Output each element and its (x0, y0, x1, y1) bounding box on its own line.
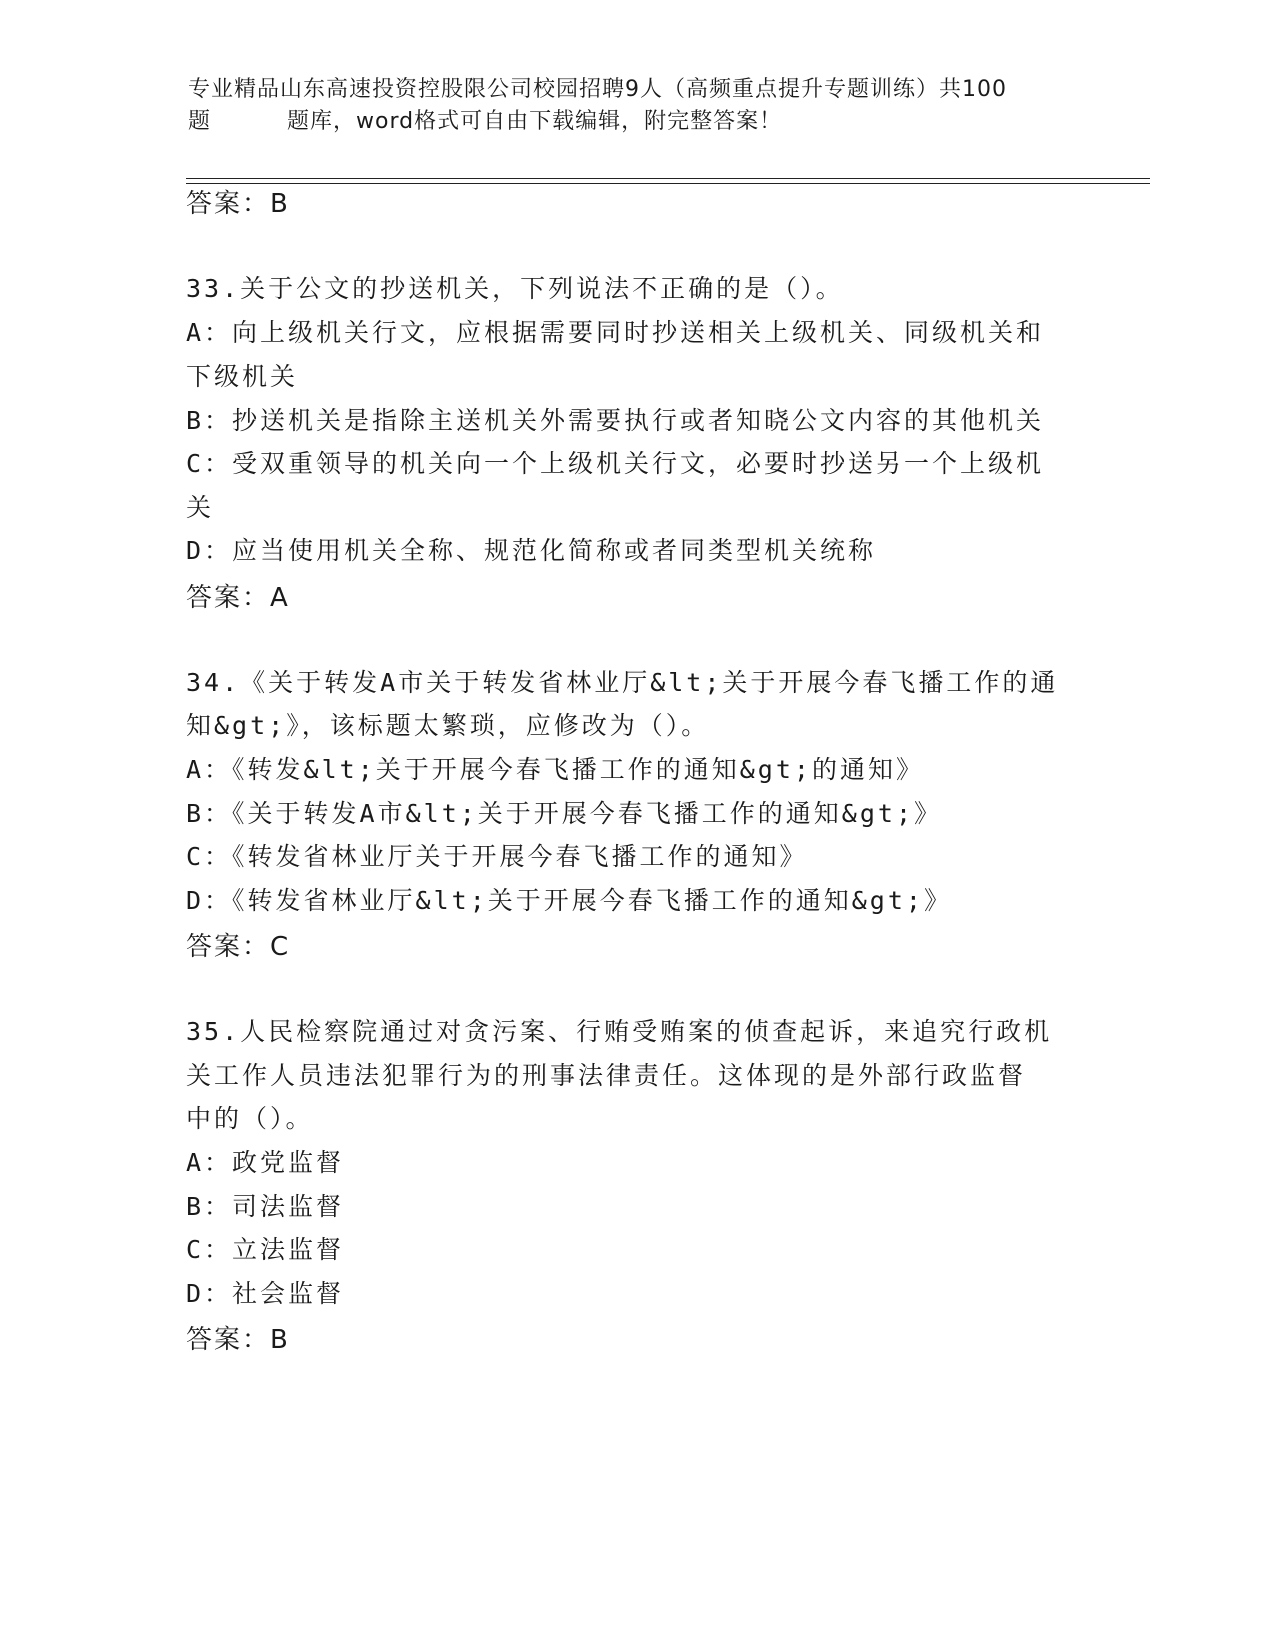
q35-option-c: C：立法监督 (186, 1235, 345, 1264)
q33-option-c-line1: C：受双重领导的机关向一个上级机关行文，必要时抄送另一个上级机 (186, 449, 1045, 478)
q35-option-a: A：政党监督 (186, 1148, 345, 1177)
q34-option-b: B：《关于转发A市&lt;关于开展今春飞播工作的通知&gt;》 (186, 799, 943, 828)
header-line-2-a: 题 (188, 109, 212, 134)
q33-option-c-line2: 关 (186, 493, 215, 522)
q33-answer: 答案：A (186, 583, 290, 613)
header-rule-bottom (186, 183, 1150, 184)
q34-option-a: A：《转发&lt;关于开展今春飞播工作的通知&gt;的通知》 (186, 755, 924, 784)
q35-question-line3: 中的（）。 (186, 1104, 314, 1133)
q34-answer: 答案：C (186, 932, 291, 962)
q33-question: 33.关于公文的抄送机关，下列说法不正确的是（）。 (186, 274, 844, 303)
q35-option-b: B：司法监督 (186, 1192, 345, 1221)
q33-option-d: D：应当使用机关全称、规范化简称或者同类型机关统称 (186, 536, 877, 565)
q33-option-b: B：抄送机关是指除主送机关外需要执行或者知晓公文内容的其他机关 (186, 406, 1045, 435)
q34-question-line1: 34.《关于转发A市关于转发省林业厅&lt;关于开展今春飞播工作的通 (186, 668, 1059, 697)
q34-option-c: C：《转发省林业厅关于开展今春飞播工作的通知》 (186, 842, 808, 871)
q33-option-a-line1: A：向上级机关行文，应根据需要同时抄送相关上级机关、同级机关和 (186, 318, 1045, 347)
header-line-2 (188, 106, 1088, 138)
header-rule-top (186, 178, 1150, 179)
answer-previous: 答案：B (186, 189, 290, 219)
q35-question-line2: 关工作人员违法犯罪行为的刑事法律责任。这体现的是外部行政监督 (186, 1061, 1027, 1090)
q34-question-line2: 知&gt;》，该标题太繁琐，应修改为（）。 (186, 711, 710, 740)
q35-answer: 答案：B (186, 1325, 290, 1355)
header-line-1: 专业精品山东高速投资控股限公司校园招聘9人（高频重点提升专题训练）共100 (188, 77, 1007, 102)
q35-question-line1: 35.人民检察院通过对贪污案、行贿受贿案的侦查起诉，来追究行政机 (186, 1017, 1053, 1046)
document-header (188, 74, 1088, 138)
q34-option-d: D：《转发省林业厅&lt;关于开展今春飞播工作的通知&gt;》 (186, 886, 952, 915)
header-line-2-b: 题库，word格式可自由下载编辑，附完整答案！ (287, 109, 783, 134)
q35-option-d: D：社会监督 (186, 1279, 345, 1308)
q33-option-a-line2: 下级机关 (186, 362, 299, 391)
